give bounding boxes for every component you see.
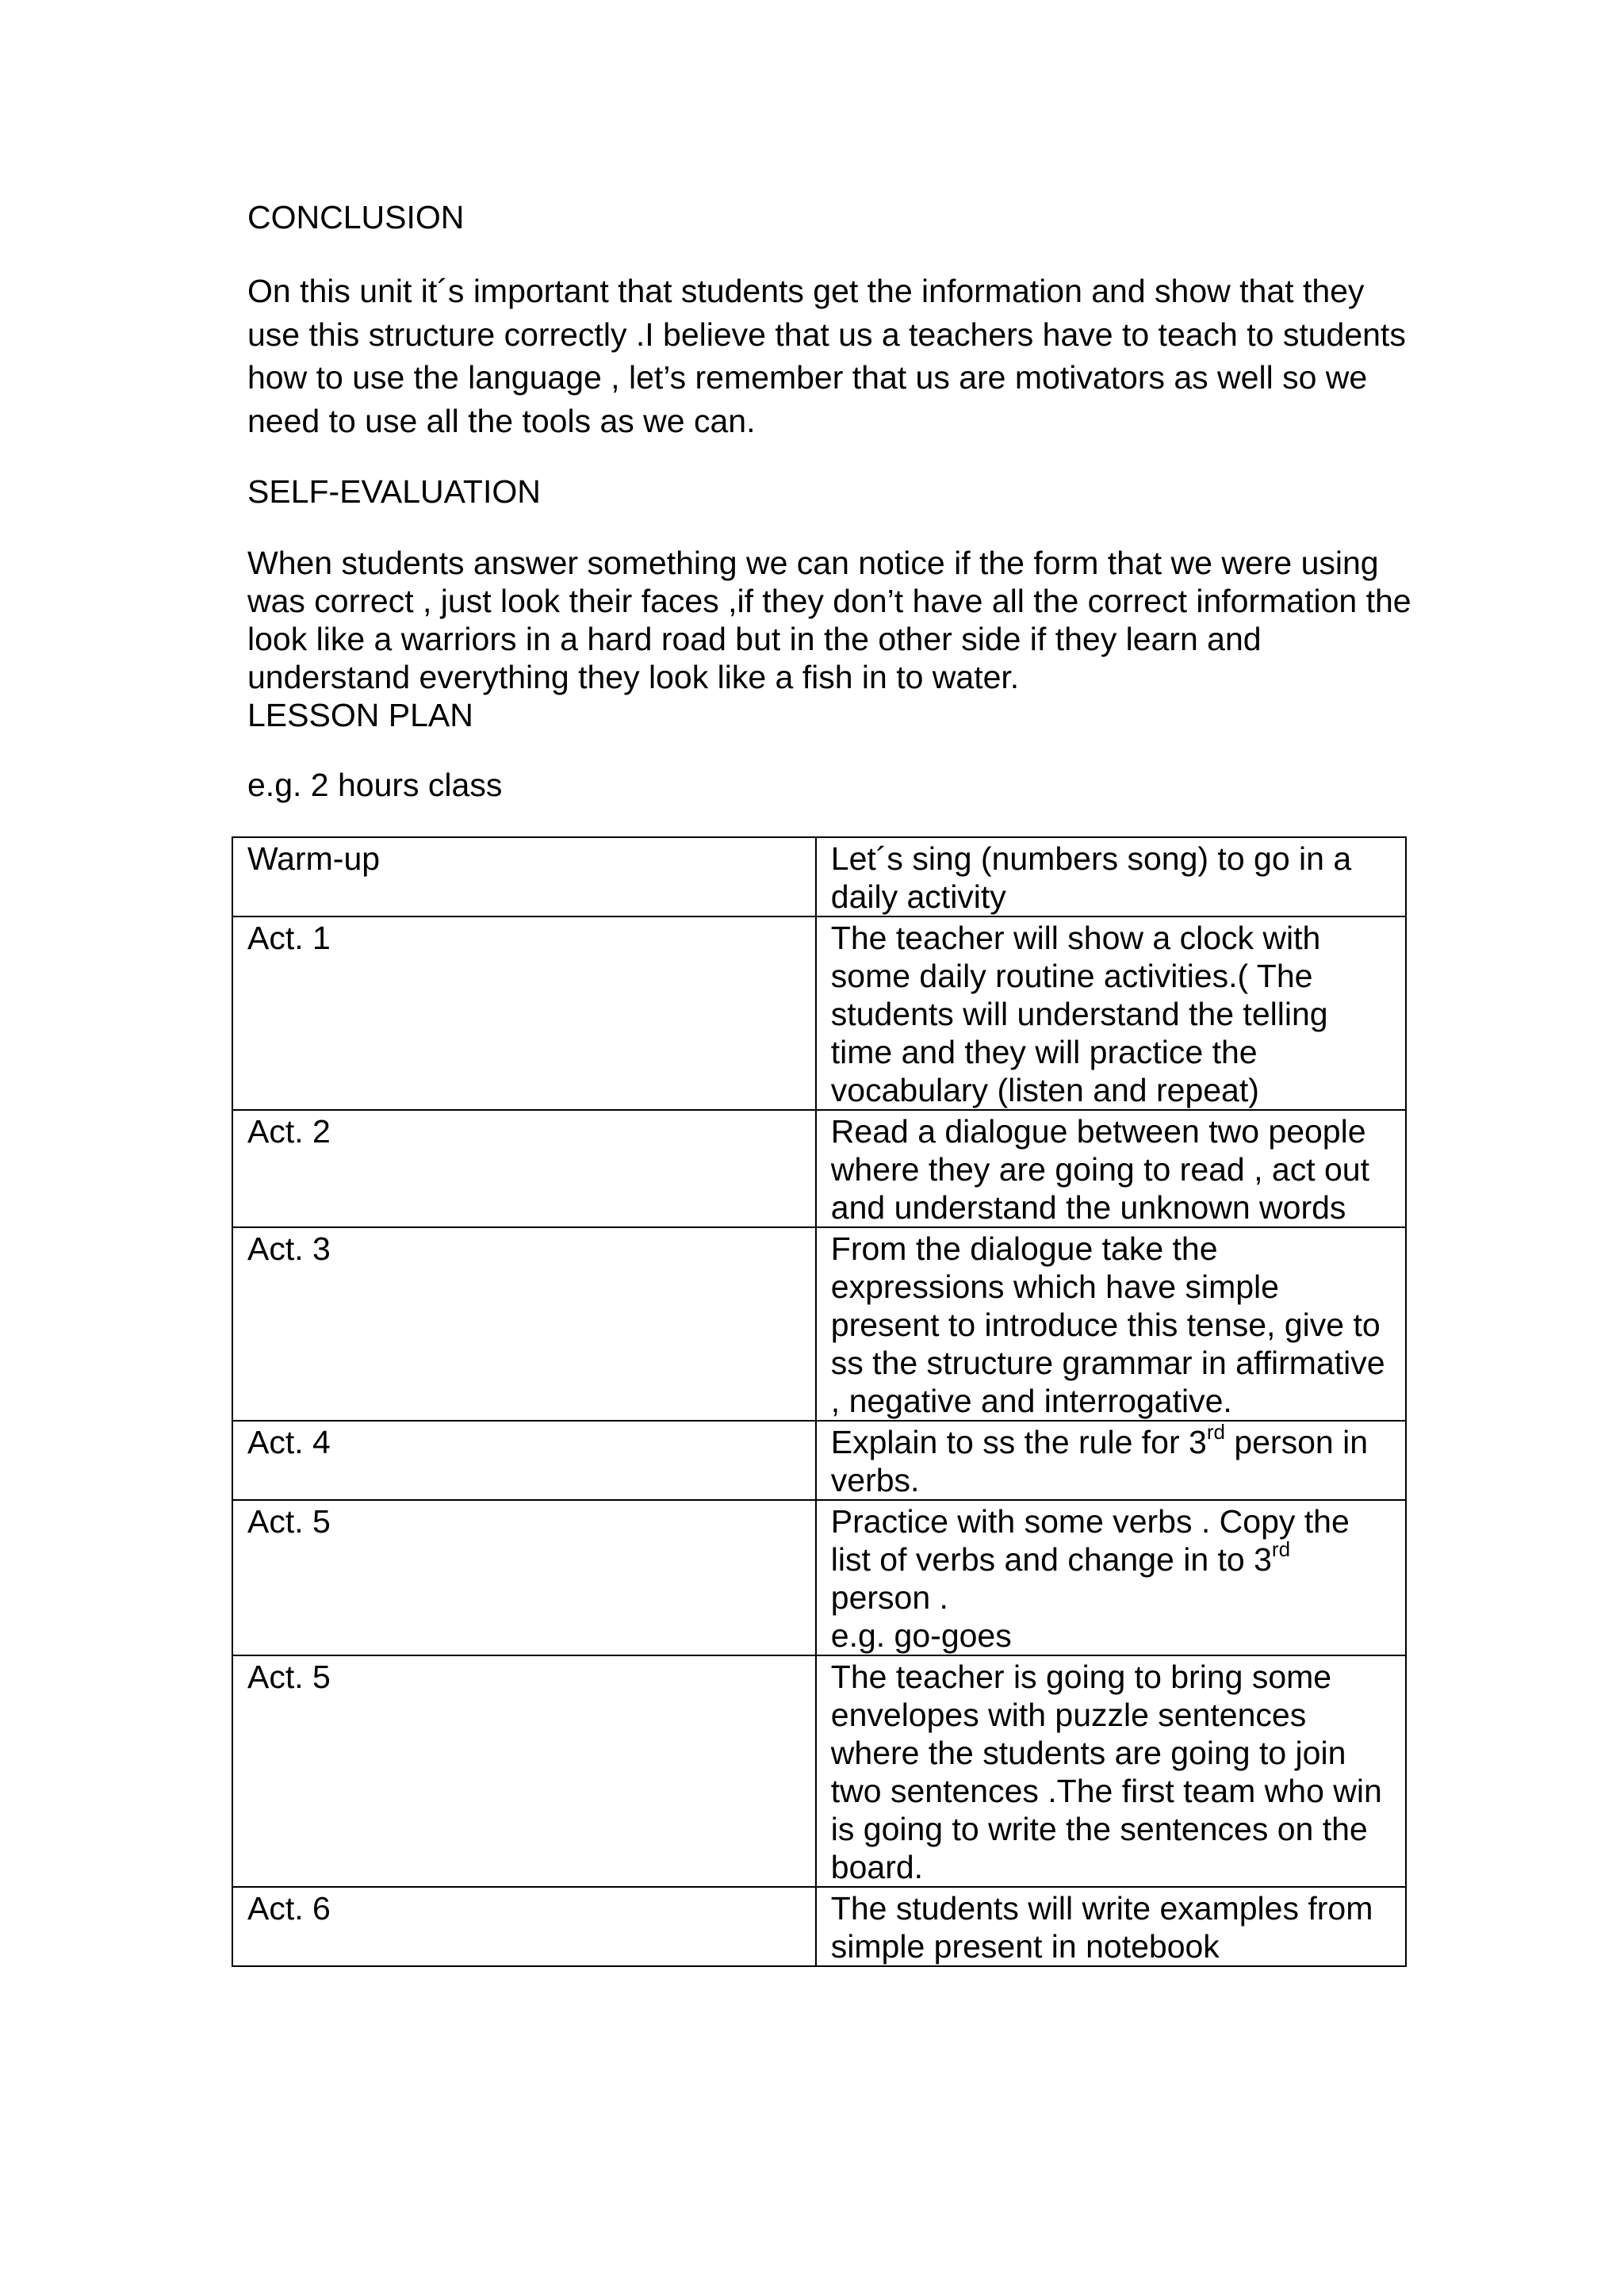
ordinal-superscript: rd (1271, 1537, 1291, 1561)
activity-cell: Act. 5 (232, 1655, 816, 1887)
lesson-plan-table (232, 836, 1407, 1967)
conclusion-heading: CONCLUSION (247, 199, 465, 235)
table-row (232, 1227, 1406, 1421)
description-example: e.g. go-goes (830, 1617, 1012, 1654)
activity-cell: Warm-up (232, 837, 816, 916)
description-cell: From the dialogue take the expressions which have simple present to introduce this tense, give to ss the structure grammar in affirmative , negative and interrogative. (816, 1227, 1406, 1421)
table-row (232, 837, 1406, 916)
self-evaluation-paragraph: When students answer something we can notice if the form that we were using was correct , just look their faces ,if they don’t have all the correct information the look like a warriors in a hard road but in the other side if they learn and understand everything they look like a fish in to water. (247, 545, 1411, 695)
activity-cell: Act. 1 (232, 916, 816, 1110)
description-cell (816, 1500, 1406, 1655)
table-row (232, 916, 1406, 1110)
table-row (232, 1110, 1406, 1227)
lesson-plan-heading: LESSON PLAN (247, 697, 473, 733)
description-cell (816, 1421, 1406, 1500)
activity-cell: Act. 5 (232, 1500, 816, 1655)
self-evaluation-heading: SELF-EVALUATION (247, 473, 541, 510)
description-cell: Read a dialogue between two people where they are going to read , act out and understand the unknown words (816, 1110, 1406, 1227)
table-row (232, 1500, 1406, 1655)
activity-cell: Act. 3 (232, 1227, 816, 1421)
description-cell: The students will write examples from simple present in notebook (816, 1887, 1406, 1966)
lesson-plan-duration-note: e.g. 2 hours class (247, 767, 503, 803)
description-text: person in verbs. (830, 1424, 1368, 1498)
description-text: Explain to ss the rule for 3 (830, 1424, 1207, 1460)
description-cell: The teacher will show a clock with some daily routine activities.( The students will understand the telling time and they will practice the vocabulary (listen and repeat) (816, 916, 1406, 1110)
table-row (232, 1421, 1406, 1500)
description-text: person . (830, 1579, 948, 1616)
table-row (232, 1655, 1406, 1887)
description-text: Practice with some verbs . Copy the list of verbs and change in to 3 (830, 1503, 1350, 1578)
activity-cell: Act. 4 (232, 1421, 816, 1500)
table-row (232, 1887, 1406, 1966)
activity-cell: Act. 6 (232, 1887, 816, 1966)
conclusion-paragraph: On this unit it´s important that students get the information and show that they use this structure correctly .I believe that us a teachers have to teach to students how to use the language , let’s remember that us are motivators as well so we need to use all the tools as we can. (247, 273, 1406, 439)
activity-cell: Act. 2 (232, 1110, 816, 1227)
description-cell: Let´s sing (numbers song) to go in a daily activity (816, 837, 1406, 916)
description-cell: The teacher is going to bring some envelopes with puzzle sentences where the students are going to join two sentences .The first team who win is going to write the sentences on the board. (816, 1655, 1406, 1887)
ordinal-superscript: rd (1206, 1420, 1225, 1444)
